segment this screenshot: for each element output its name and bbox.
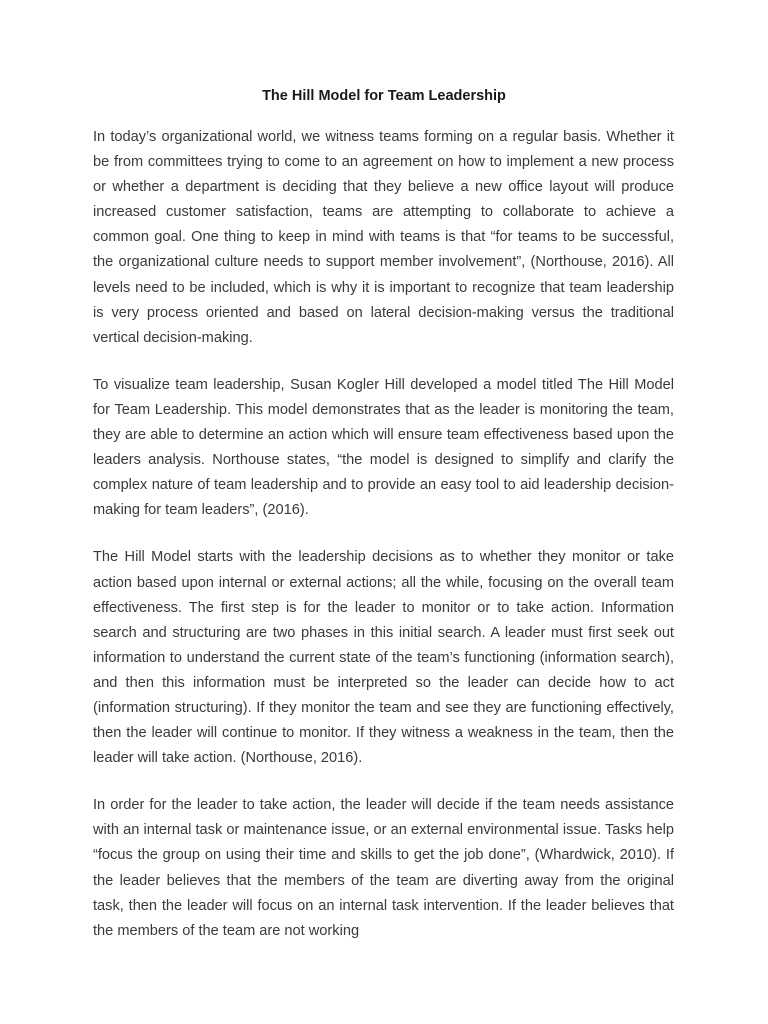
document-body <box>93 125 674 943</box>
paragraph-hill-model-start: The Hill Model starts with the leadership decisions as to whether they monitor or take action based upon internal or external actions; all the while, focusing on the overall team effectiveness. The first step is for the leader to monitor or to take action. Information search and structuring are two phases in this initial search. A leader must first seek out information to understand the current state of the team’s functioning (information search), and then this information must be interpreted so the leader can decide how to act (information structuring). If they monitor the team and see they are functioning effectively, then the leader will continue to monitor. If they witness a weakness in the team, then the leader will take action. (Northouse, 2016). <box>93 549 674 767</box>
paragraph-intro: In today’s organizational world, we witness teams forming on a regular basis. Whether it be from committees trying to come to an agreement on how to implement a new process or whether a department is deciding that they believe a new office layout will produce increased customer satisfaction, teams are attempting to collaborate to achieve a common goal. One thing to keep in mind with teams is that “for teams to be successful, the organizational culture needs to support member involvement”, (Northouse, 2016). All levels need to be included, which is why it is important to recognize that team leadership is very process oriented and based on lateral decision-making versus the traditional vertical decision-making. <box>93 129 674 346</box>
document-title: The Hill Model for Team Leadership <box>262 88 506 104</box>
paragraph-visualize: To visualize team leadership, Susan Kogler Hill developed a model titled The Hill Model for Team Leadership. This model demonstrates that as the leader is monitoring the team, they are able to determine an action which will ensure team effectiveness based upon the leaders analysis. Northouse states, “the model is designed to simplify and clarify the complex nature of team leadership and to provide an easy tool to aid leadership decision-making for team leaders”, (2016). <box>93 376 674 519</box>
paragraph-take-action: In order for the leader to take action, the leader will decide if the team needs assistance with an internal task or maintenance issue, or an external environmental issue. Tasks help “focus the group on using their time and skills to get the job done”, (Whardwick, 2010). If the leader believes that the members of the team are diverting away from the original task, then the leader will focus on an internal task intervention. If the leader believes that the members of the team are not working <box>93 797 674 939</box>
